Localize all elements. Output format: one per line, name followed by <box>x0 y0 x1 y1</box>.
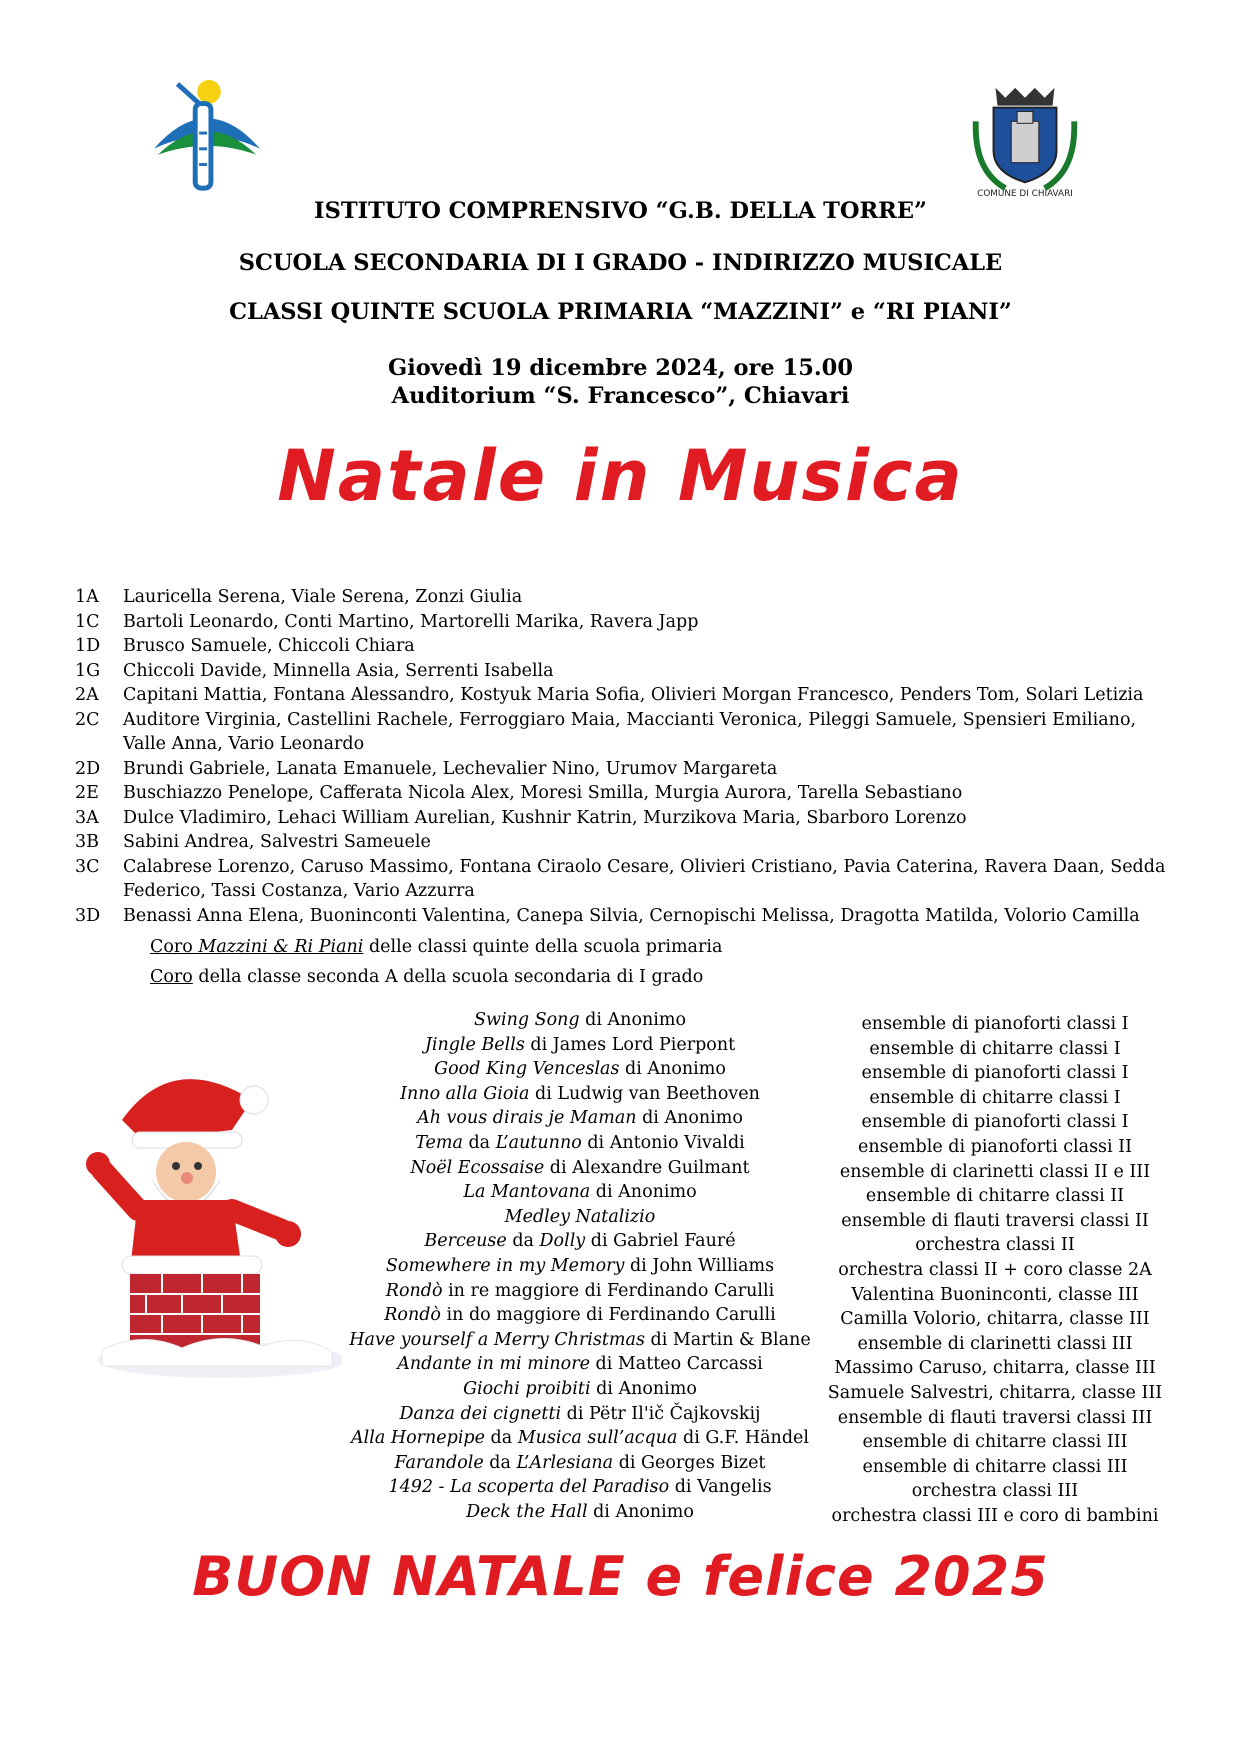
class-code: 1G <box>75 660 101 681</box>
event-title: Natale in Musica <box>277 435 964 517</box>
performer-item: ensemble di chitarre classi I <box>869 1087 1121 1108</box>
performer-item: Massimo Caruso, chitarra, classe III <box>834 1358 1156 1379</box>
class-row <box>75 708 1175 757</box>
piece-source: Musica sull’acqua <box>517 1428 678 1449</box>
performer-item: ensemble di chitarre classi III <box>862 1456 1128 1477</box>
piece-text: di Anonimo <box>590 1182 697 1203</box>
svg-text:COMUNE DI CHIAVARI: COMUNE DI CHIAVARI <box>977 189 1073 200</box>
piece-text: di Alexandre Guilmant <box>544 1157 750 1178</box>
performer-item: Samuele Salvestri, chitarra, classe III <box>827 1382 1163 1403</box>
piece-source: L’autunno <box>495 1132 582 1153</box>
class-row <box>75 806 1175 831</box>
program-item <box>340 1279 820 1304</box>
piece-composer: di G.F. Händel <box>677 1428 809 1449</box>
program-item <box>340 1033 820 1058</box>
program-item <box>340 1180 820 1205</box>
piece-title: Tema <box>415 1132 463 1153</box>
santa-chimney-image <box>82 1060 342 1380</box>
class-row <box>75 904 1175 929</box>
piece-text: in re maggiore di Ferdinando Carulli <box>442 1280 775 1301</box>
performer-item: ensemble di flauti traversi classi III <box>837 1407 1153 1428</box>
class-row <box>75 610 1175 635</box>
program-item <box>340 1451 820 1476</box>
piece-text: in do maggiore di Ferdinando Carulli <box>440 1305 776 1326</box>
class-students: Capitani Mattia, Fontana Alessandro, Kostyuk Maria Sofia, Olivieri Morgan Francesco, Penders Tom, Solari Letizia <box>123 685 1144 705</box>
piece-title: Good King Venceslas <box>434 1059 620 1080</box>
piece-title: Inno alla Gioia <box>400 1083 530 1104</box>
class-students: Dulce Vladimiro, Lehaci William Aurelian, Kushnir Katrin, Murzikova Maria, Sbarboro Lorenzo <box>123 807 967 828</box>
program-item <box>340 1156 820 1181</box>
piece-composer: di Gabriel Fauré <box>585 1231 736 1252</box>
class-students: Lauricella Serena, Viale Serena, Zonzi Giulia <box>123 587 523 607</box>
piece-title: Medley Natalizio <box>504 1206 656 1227</box>
piece-title: Jingle Bells <box>424 1034 525 1055</box>
performer-item: ensemble di pianoforti classi I <box>861 1014 1129 1034</box>
piece-text: da <box>506 1231 540 1252</box>
coro-secondaria: Coro della classe seconda A della scuola secondaria di I grado <box>150 967 704 987</box>
piece-title: Swing Song <box>474 1010 580 1030</box>
program-item <box>340 1057 820 1082</box>
program-item <box>340 1205 820 1230</box>
performer-item: ensemble di pianoforti classi I <box>861 1063 1129 1084</box>
class-code: 2D <box>75 758 101 779</box>
piece-text: di Anonimo <box>590 1378 697 1399</box>
piece-text: da <box>484 1428 518 1449</box>
piece-title: Have yourself a Merry Christmas <box>349 1329 645 1350</box>
piece-source: Dolly <box>539 1231 586 1252</box>
class-row <box>75 781 1175 806</box>
class-code: 2E <box>75 783 99 803</box>
performer-item: orchestra classi II + coro classe 2A <box>838 1259 1152 1280</box>
piece-title: Farandole <box>394 1452 484 1473</box>
piece-text: di Anonimo <box>636 1108 743 1129</box>
class-students: Benassi Anna Elena, Buoninconti Valentina, Canepa Silvia, Cernopischi Melissa, Dragotta Matilda, Volorio Camilla <box>123 905 1140 926</box>
piece-text: di Anonimo <box>579 1010 686 1030</box>
piece-text: di John Williams <box>624 1255 775 1276</box>
class-row <box>75 855 1175 904</box>
piece-title: Ah vous dirais je Maman <box>417 1108 637 1129</box>
piece-text: di Vangelis <box>669 1477 772 1498</box>
program-item <box>340 1106 820 1131</box>
performer-item: Camilla Volorio, chitarra, classe III <box>840 1309 1150 1330</box>
piece-title: Giochi proibiti <box>463 1378 591 1399</box>
performer-item: ensemble di chitarre classi I <box>869 1038 1121 1059</box>
piece-text: di James Lord Pierpont <box>524 1034 736 1055</box>
institute-name: ISTITUTO COMPRENSIVO “G.B. DELLA TORRE” <box>314 198 927 224</box>
class-row <box>75 585 1175 610</box>
class-row <box>75 634 1175 659</box>
class-students: Auditore Virginia, Castellini Rachele, Ferroggiaro Maia, Maccianti Veronica, Pileggi Samuele, Spensieri Emiliano, Valle Anna, Vario Leonardo <box>123 709 1137 754</box>
piece-title: Andante in mi minore <box>397 1354 590 1375</box>
piece-text: di Ludwig van Beethoven <box>529 1083 760 1104</box>
performers-list <box>815 1012 1175 1528</box>
program-item <box>340 1475 820 1500</box>
piece-title: La Mantovana <box>463 1182 591 1203</box>
piece-title: Noël Ecossaise <box>410 1157 545 1178</box>
school-name: SCUOLA SECONDARIA DI I GRADO - INDIRIZZO MUSICALE <box>238 250 1003 276</box>
class-code: 3A <box>75 807 99 828</box>
piece-title: Rondò <box>384 1305 441 1326</box>
class-code: 1C <box>75 611 100 632</box>
class-code: 3D <box>75 905 101 926</box>
piece-text: di Anonimo <box>587 1501 694 1522</box>
program-item <box>340 1082 820 1107</box>
piece-text: di Martin & Blane <box>644 1329 811 1350</box>
performer-item: ensemble di chitarre classi II <box>865 1186 1125 1207</box>
class-students: Sabini Andrea, Salvestri Sameuele <box>123 832 431 852</box>
greeting-footer: BUON NATALE e felice 2025 <box>192 1545 1049 1608</box>
program-item <box>340 1377 820 1402</box>
program-item <box>340 1229 820 1254</box>
performer-item: ensemble di chitarre classi III <box>862 1432 1128 1453</box>
class-code: 2A <box>75 685 99 705</box>
class-code: 2C <box>75 709 100 730</box>
class-code: 3C <box>75 856 100 877</box>
piece-text: di Matteo Carcassi <box>589 1354 763 1375</box>
piece-title: 1492 - La scoperta del Paradiso <box>388 1477 670 1498</box>
class-students: Brusco Samuele, Chiccoli Chiara <box>123 636 415 656</box>
school-logo <box>148 78 266 196</box>
event-date: Giovedì 19 dicembre 2024, ore 15.00 <box>387 355 853 381</box>
piece-source: L’Arlesiana <box>516 1452 614 1473</box>
piece-text: da <box>462 1132 496 1153</box>
program-item <box>340 1426 820 1451</box>
class-row <box>75 683 1175 708</box>
piece-text: di Anonimo <box>619 1059 726 1080</box>
performer-item: orchestra classi III <box>911 1481 1079 1502</box>
performer-item: ensemble di pianoforti classi I <box>861 1112 1129 1133</box>
class-students: Chiccoli Davide, Minnella Asia, Serrenti Isabella <box>123 660 554 681</box>
class-row <box>75 757 1175 782</box>
piece-title: Rondò <box>385 1280 443 1301</box>
coro-primaria: Coro Mazzini & Ri Piani delle classi quinte della scuola primaria <box>150 937 723 957</box>
program-item <box>340 1008 820 1033</box>
class-students: Buschiazzo Penelope, Cafferata Nicola Alex, Moresi Smilla, Murgia Aurora, Tarella Sebastiano <box>123 783 963 803</box>
performer-item: Valentina Buoninconti, classe III <box>851 1284 1139 1305</box>
piece-composer: di Antonio Vivaldi <box>581 1132 745 1153</box>
piece-title: Danza dei cignetti <box>399 1403 562 1424</box>
piece-title: Berceuse <box>424 1231 507 1252</box>
program-item <box>340 1131 820 1156</box>
piece-composer: di Georges Bizet <box>613 1452 766 1473</box>
performer-item: ensemble di pianoforti classi II <box>857 1136 1133 1157</box>
piece-title: Deck the Hall <box>466 1501 588 1522</box>
class-code: 1D <box>75 636 101 656</box>
class-students: Bartoli Leonardo, Conti Martino, Martorelli Marika, Ravera Japp <box>123 611 699 632</box>
class-row <box>75 830 1175 855</box>
class-row <box>75 659 1175 684</box>
class-code: 3B <box>75 832 99 852</box>
class-students: Calabrese Lorenzo, Caruso Massimo, Fontana Ciraolo Cesare, Olivieri Cristiano, Pavia Caterina, Ravera Daan, Sedda Federico, Tassi Costanza, Vario Azzurra <box>123 856 1166 901</box>
class-code: 1A <box>75 587 99 607</box>
piece-title: Alla Hornepipe <box>351 1428 485 1449</box>
performer-item: ensemble di flauti traversi classi II <box>841 1210 1149 1231</box>
program-item <box>340 1402 820 1427</box>
piece-text: da <box>483 1452 517 1473</box>
comune-seal <box>966 82 1084 200</box>
performer-item: orchestra classi II <box>915 1235 1075 1256</box>
piece-title: Somewhere in my Memory <box>385 1255 625 1276</box>
piece-text: di Pëtr Il'ič Čajkovskij <box>561 1403 761 1424</box>
program-item <box>340 1328 820 1353</box>
performer-item: ensemble di clarinetti classi III <box>857 1333 1133 1354</box>
program-item <box>340 1352 820 1377</box>
program-list <box>340 1008 820 1524</box>
class-list <box>75 585 1175 928</box>
program-item <box>340 1303 820 1328</box>
performer-item: ensemble di clarinetti classi II e III <box>839 1161 1151 1182</box>
program-item <box>340 1500 820 1525</box>
performer-item: orchestra classi III e coro di bambini <box>831 1505 1159 1526</box>
primary-classes: CLASSI QUINTE SCUOLA PRIMARIA “MAZZINI” e “RI PIANI” <box>229 299 1012 325</box>
class-students: Brundi Gabriele, Lanata Emanuele, Lechevalier Nino, Urumov Margareta <box>123 758 778 779</box>
program-item <box>340 1254 820 1279</box>
event-venue: Auditorium “S. Francesco”, Chiavari <box>391 383 850 409</box>
